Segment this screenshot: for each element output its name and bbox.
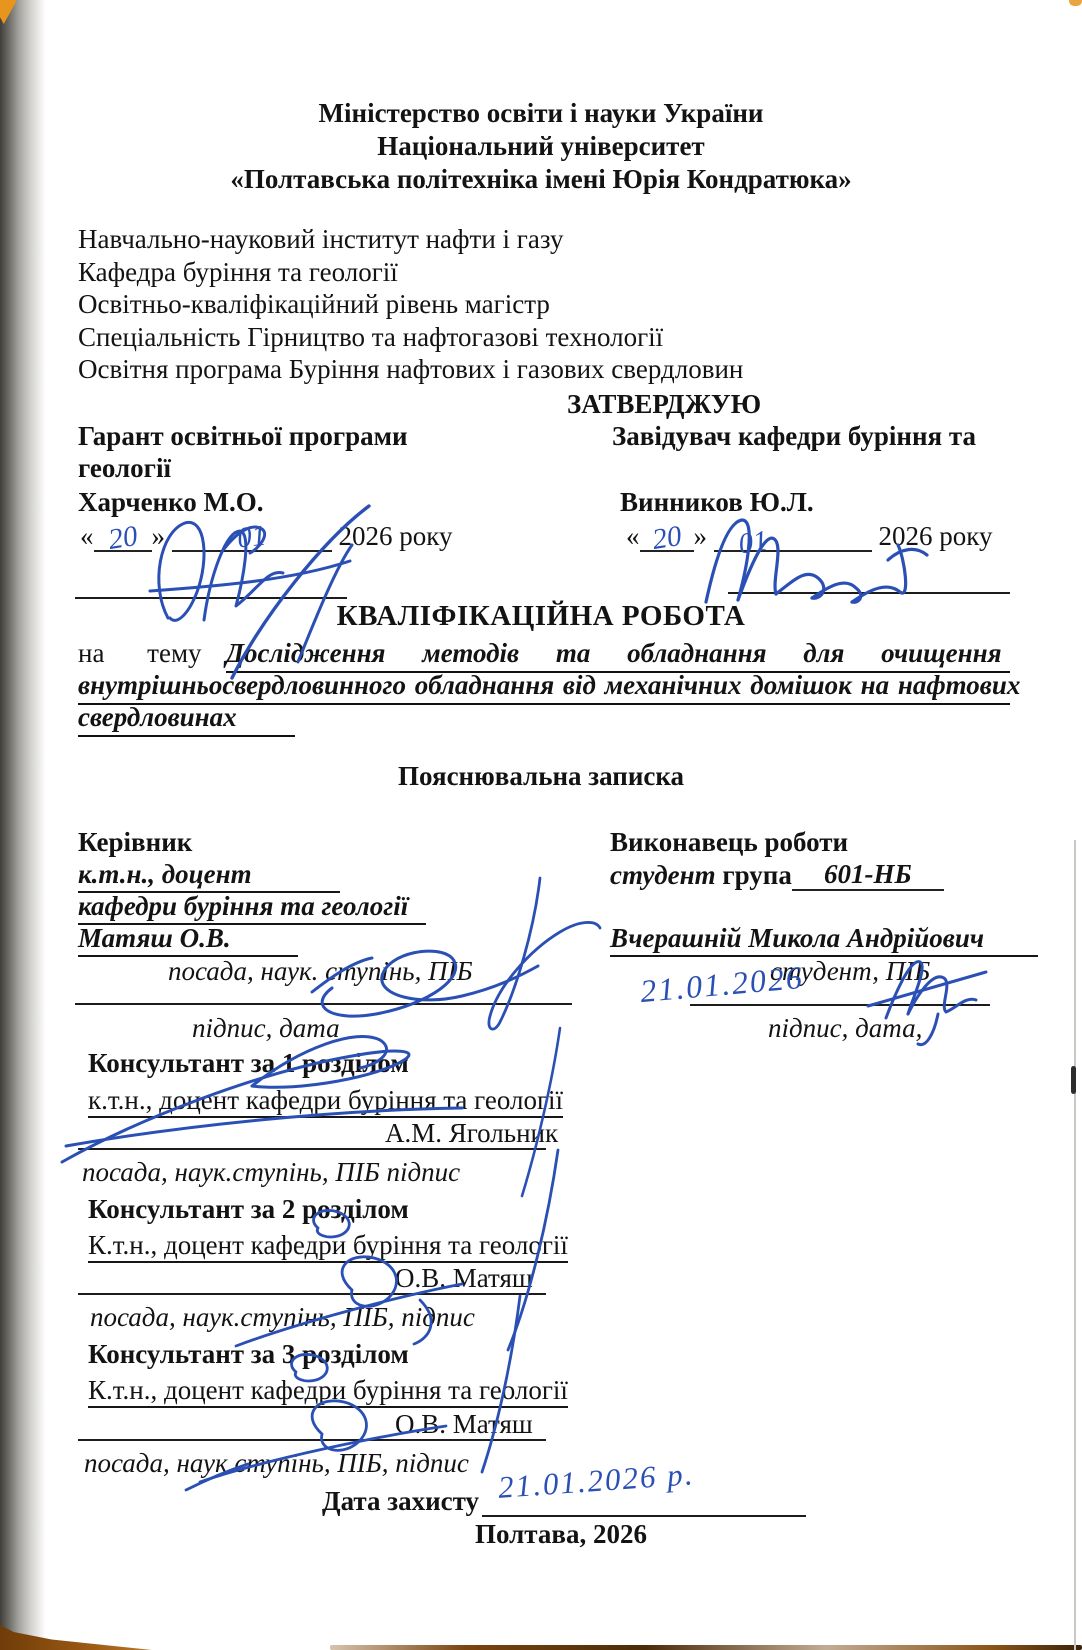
city-year-footer: Полтава, 2026 [475,1519,647,1549]
theme-text-1: Дослідження методів та обладнання для очищення [226,637,1010,673]
day-blank [94,519,152,557]
consultant3-caption: посада, наук.ступінь, ПІБ, підпис [84,1448,469,1478]
explanatory-note-subtitle: Пояснювальна записка [397,761,685,791]
handwritten-month: 01 [736,524,771,561]
approve-word: ЗАТВЕРДЖУЮ [567,389,762,419]
program-line: Освітня програма Буріння нафтових і газових свердловин [78,354,744,384]
handwritten-month: 01 [235,519,269,555]
quote-open: « [626,521,640,551]
speciality-line: Спеціальність Гірництво та нафтогазові технології [78,321,664,352]
supervisor-name [78,922,298,957]
consultant2-caption: посада, наук.ступінь, ПІБ, підпис [90,1302,475,1332]
ministry-header [60,97,1022,196]
theme-prefix: на тему [78,638,202,668]
qualification-level-line: Освітньо-кваліфікаційний рівень магістр [78,289,550,319]
quote-open: « [80,521,94,551]
university-name: «Полтавська політехніка імені Юрія Кондратюка» [230,164,852,194]
head-name: Винников Ю.Л. [620,487,814,517]
consultant1-role [88,1084,563,1116]
defense-date-line [482,1515,806,1517]
theme-line-3 [78,701,295,737]
approval-date-right [626,519,993,561]
supervisor-name-text: Матяш О.В. [78,922,298,957]
theme-text-3: свердловинах [78,701,295,737]
ministry-line-2: Національний університет [377,131,705,161]
supervisor-signature-line [75,1003,572,1005]
quote-close: » [693,521,707,551]
consultant3-name: О.В. Матяш [395,1409,533,1439]
supervisor-label: Керівник [78,827,193,857]
executor-name [610,922,1038,957]
year-text: 2026 року [338,521,453,551]
consultant3-signature-line [78,1439,546,1441]
spine-orange-speck [1069,0,1082,6]
supervisor-degree [78,858,340,893]
consultant1-role-text: к.т.н., доцент кафедри буріння та геології [88,1085,563,1118]
supervisor-caption-signature: підпис, дата [192,1013,340,1043]
head-of-department-role: Завідувач кафедри буріння та [612,421,976,451]
executor-handwritten-date: 21.01.2026 [638,958,806,1010]
defense-date-label: Дата захисту [322,1486,480,1516]
executor-group-word: група [722,860,792,890]
theme-line-1 [78,637,1010,673]
institution-info [78,223,743,386]
consultant2-signature-line [78,1293,546,1295]
executor-student-word: студент [610,860,716,890]
institute-line: Навчально-науковий інститут нафти і газу [78,224,564,254]
day-blank [640,519,694,557]
work-type-title: КВАЛІФІКАЦІЙНА РОБОТА [336,600,746,632]
consultant3-role [88,1374,568,1406]
supervisor-caption-position: посада, наук. ступінь, ПІБ [168,956,473,986]
consultant2-name: О.В. Матяш [395,1263,533,1293]
handwritten-day: 20 [650,519,684,557]
month-blank [714,519,872,561]
scan-right-mark [1071,1066,1076,1094]
executor-caption-signature: підпис, дата, [768,1013,923,1043]
executor-group-line [610,858,944,891]
supervisor-department [78,890,426,925]
scan-right-line [1074,840,1076,1650]
theme-line-2: внутрішньосвердловинного обладнання від механічних домішок на нафтових [78,669,1010,705]
supervisor-degree-text: к.т.н., доцент [78,858,340,893]
scan-left-shadow [0,0,46,1650]
consultant2-role-text: К.т.н., доцент кафедри буріння та геології [88,1230,568,1263]
cover-bottom-edge [330,1645,1082,1650]
guarantor-role: Гарант освітньої програми [78,421,408,451]
year-text: 2026 року [878,521,993,551]
approval-date-left [80,519,453,557]
consultant3-role-text: К.т.н., доцент кафедри буріння та геології [88,1375,568,1408]
guarantor-signature-line [75,597,347,599]
consultant1-title: Консультант за 1 розділом [88,1048,409,1078]
quote-close: » [151,521,165,551]
guarantor-name: Харченко М.О. [78,487,264,517]
executor-name-text: Вчерашній Микола Андрійович [610,922,1038,957]
supervisor-department-text: кафедри буріння та геології [78,890,426,925]
group-blank [792,858,944,891]
consultant1-caption: посада, наук.ступінь, ПІБ підпис [82,1157,461,1187]
defense-handwritten-date: 21.01.2026 р. [496,1456,696,1505]
consultant2-role [88,1229,568,1261]
executor-label: Виконавець роботи [610,827,849,857]
executor-signature-line [690,1004,990,1006]
consultant3-title: Консультант за 3 розділом [88,1339,409,1369]
head-role-wrap: геології [78,453,171,483]
handwritten-day: 20 [106,519,140,557]
department-line: Кафедра буріння та геології [78,256,398,287]
consultant1-name: А.М. Ягольник [385,1118,559,1148]
ministry-line-1: Міністерство освіти і науки України [318,98,764,128]
head-signature-line [728,592,1010,594]
consultant1-signature-line [78,1148,546,1150]
month-blank [172,519,332,555]
executor-group-value: 601-НБ [824,859,912,889]
consultant2-title: Консультант за 2 розділом [88,1194,409,1224]
executor-caption-student: студент, ПІБ [770,956,931,986]
